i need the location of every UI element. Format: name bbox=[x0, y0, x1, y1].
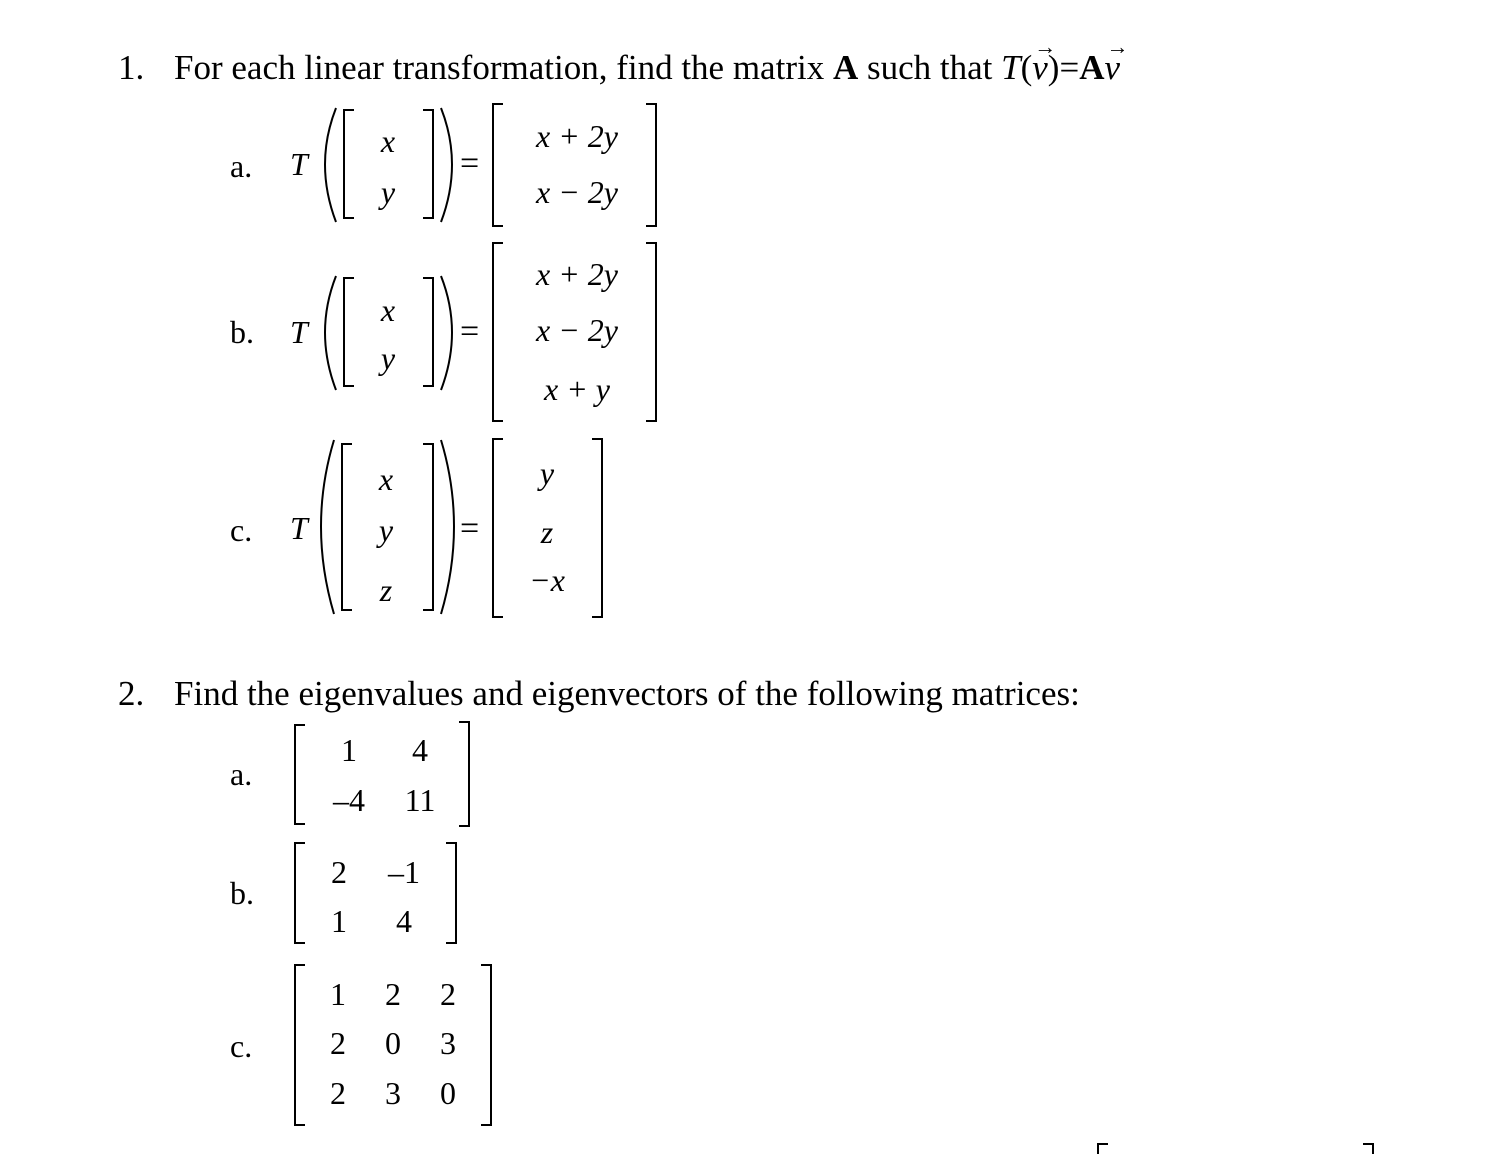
part-1c-T: T bbox=[290, 510, 308, 546]
part-2a-r1c2: 4 bbox=[412, 732, 428, 768]
problem-1-prompt-text: For each linear transformation, find the matrix bbox=[174, 48, 825, 87]
problem-2-number: 2. bbox=[118, 674, 145, 713]
vector-v-letter: v bbox=[1104, 48, 1121, 87]
part-2a-label: a. bbox=[230, 756, 253, 792]
problem-2-prompt: Find the eigenvalues and eigenvectors of the following matrices: bbox=[174, 674, 1080, 713]
part-1a-output-1: x + 2y bbox=[536, 118, 618, 154]
t-symbol: T bbox=[1001, 48, 1021, 87]
paren-open: ( bbox=[1020, 48, 1033, 87]
problem-1-number: 1. bbox=[118, 48, 145, 87]
part-1a-input-x: x bbox=[380, 123, 396, 159]
such-that-text: such that bbox=[866, 48, 993, 87]
part-1c-input-y: y bbox=[378, 512, 394, 548]
part-1b-T: T bbox=[290, 314, 308, 350]
part-1b-label: b. bbox=[230, 314, 254, 350]
part-1c-output-3: −x bbox=[529, 562, 565, 598]
part-1a-label: a. bbox=[230, 148, 253, 184]
equals-sign: = bbox=[1059, 48, 1080, 87]
bracket-right-fragment bbox=[1363, 1144, 1373, 1154]
part-2a-r2c2: 11 bbox=[404, 782, 436, 818]
matrix-a-symbol: A bbox=[832, 48, 859, 87]
vector-arrow-icon: → bbox=[1106, 34, 1129, 59]
part-2c-r1c2: 2 bbox=[385, 976, 401, 1012]
part-1c-input-x: x bbox=[378, 461, 394, 497]
part-2c-label: c. bbox=[230, 1028, 253, 1064]
part-1c-equals: = bbox=[460, 510, 480, 547]
part-1b-output-1: x + 2y bbox=[536, 256, 618, 292]
vector-v-letter: v bbox=[1032, 48, 1048, 87]
part-1b-output-2: x − 2y bbox=[536, 312, 618, 348]
part-2c-r3c1: 2 bbox=[330, 1075, 346, 1111]
part-2c-r1c1: 1 bbox=[330, 976, 346, 1012]
part-2c-r2c2: 0 bbox=[385, 1025, 401, 1061]
part-2c-r3c3: 0 bbox=[440, 1075, 456, 1111]
part-1b-output-3: x + y bbox=[544, 371, 610, 407]
part-1b-input-x: x bbox=[380, 292, 396, 328]
part-1c-output-2: z bbox=[540, 514, 554, 550]
vector-arrow-icon: → bbox=[1034, 34, 1057, 59]
part-2c-r1c3: 2 bbox=[440, 976, 456, 1012]
part-2a-r1c1: 1 bbox=[341, 732, 357, 768]
part-2b-label: b. bbox=[230, 875, 254, 911]
part-1c-label: c. bbox=[230, 512, 253, 548]
part-1b-equals: = bbox=[460, 313, 480, 350]
part-1a-T: T bbox=[290, 146, 308, 182]
matrix-a-symbol-rhs: A bbox=[1079, 48, 1105, 87]
part-1c-input-z: z bbox=[379, 572, 393, 608]
part-2c-r2c3: 3 bbox=[440, 1025, 456, 1061]
part-2b-r1c2: –1 bbox=[388, 854, 420, 890]
paren-close: ) bbox=[1047, 48, 1060, 87]
part-2b-r2c2: 4 bbox=[396, 903, 412, 939]
part-2a-r2c1: –4 bbox=[333, 782, 365, 818]
part-1a-output-2: x − 2y bbox=[536, 174, 618, 210]
part-2c-r2c1: 2 bbox=[330, 1025, 346, 1061]
part-1b-input-y: y bbox=[380, 340, 396, 376]
part-1a-input-y: y bbox=[380, 174, 396, 210]
bracket-left-fragment bbox=[1098, 1144, 1108, 1154]
part-1c-output-1: y bbox=[539, 455, 555, 491]
part-2b-r2c1: 1 bbox=[331, 903, 347, 939]
part-2b-r1c1: 2 bbox=[331, 854, 347, 890]
part-1a-equals: = bbox=[460, 145, 480, 182]
part-2c-r3c2: 3 bbox=[385, 1075, 401, 1111]
